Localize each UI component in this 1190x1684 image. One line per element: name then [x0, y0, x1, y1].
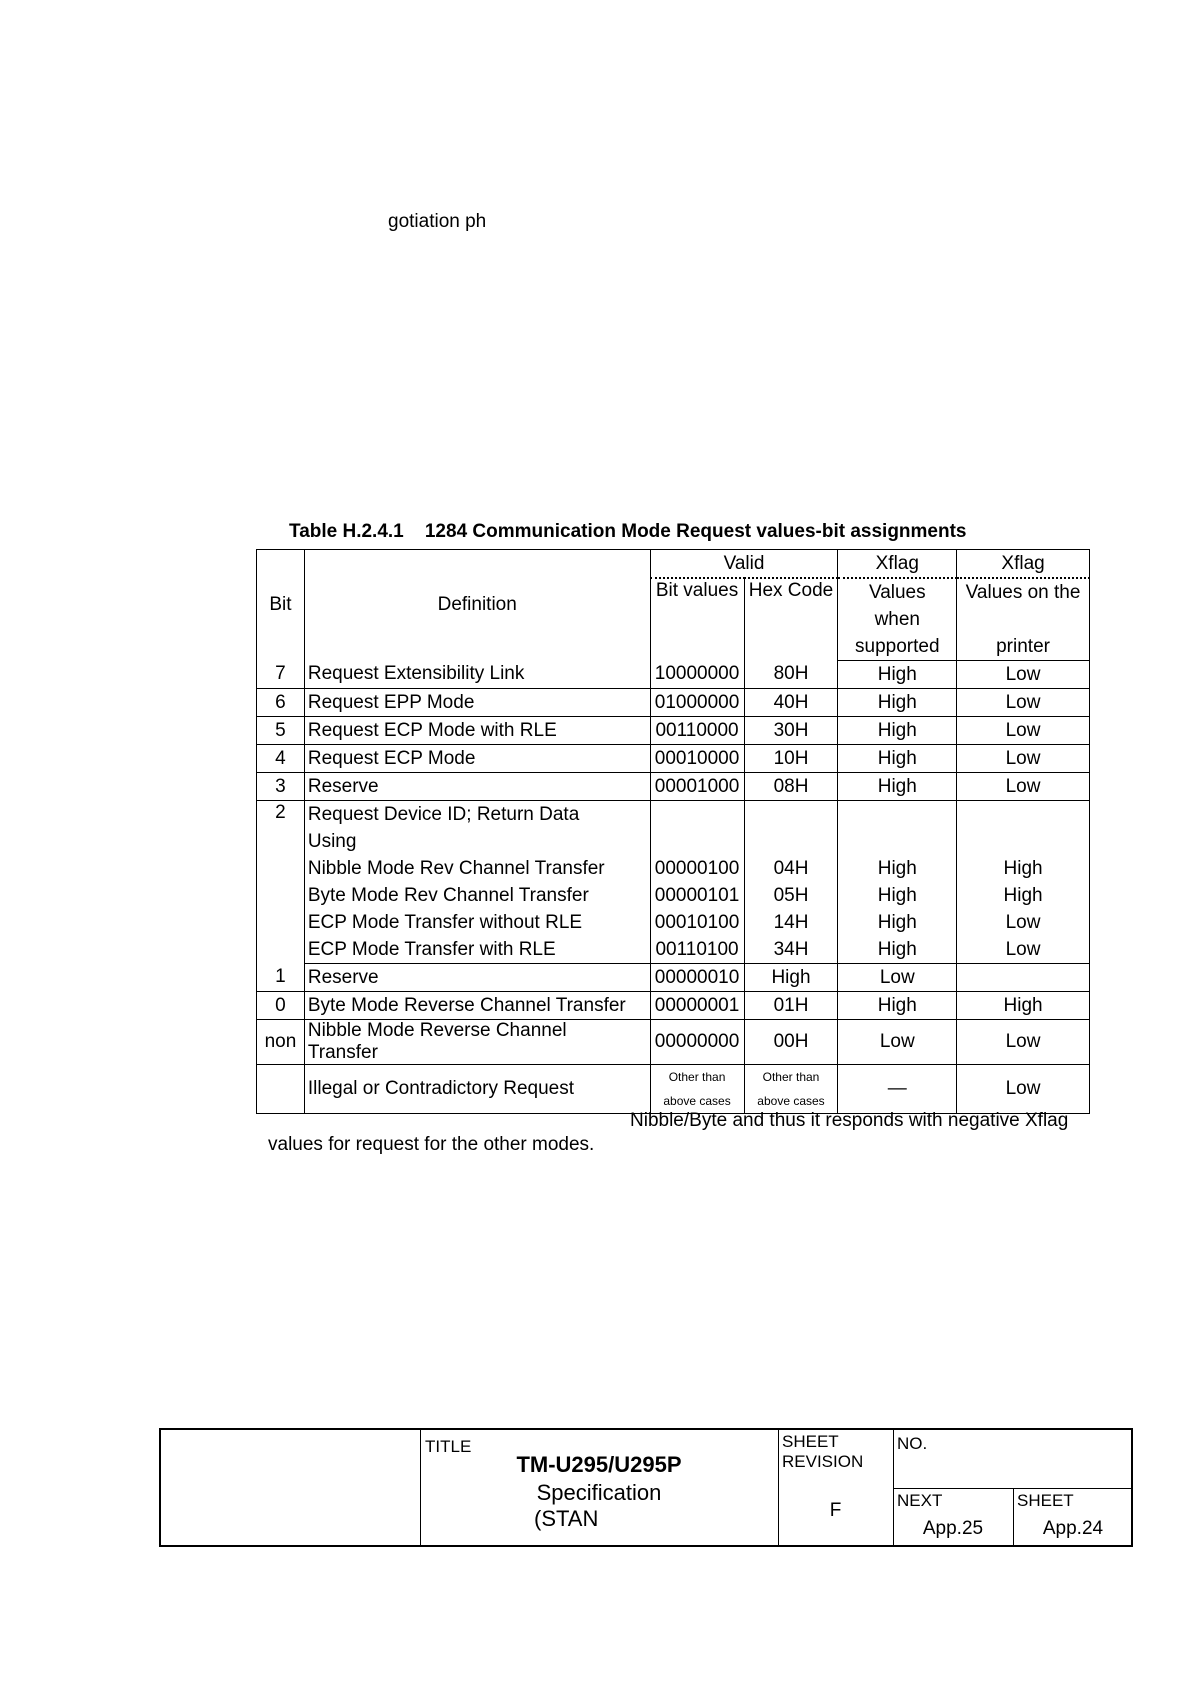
table-row: Byte Mode Rev Channel Transfer 00000101 05H High High	[257, 882, 1090, 909]
table-row: 2 Request Device ID; Return Data	[257, 801, 1090, 829]
table-row: 6 Request EPP Mode 01000000 40H High Low	[257, 689, 1090, 717]
header-xflag-1-sub: Values	[838, 578, 957, 606]
text-fragment: gotiation ph	[388, 211, 487, 232]
doc-title: TM-U295/U295P	[516, 1452, 682, 1477]
sheet-value: App.24	[1042, 1518, 1104, 1539]
header-bit: Bit	[257, 550, 305, 661]
sheet-label: SHEET	[782, 1432, 839, 1451]
table-row: 4 Request ECP Mode 00010000 10H High Low	[257, 745, 1090, 773]
header-xflag-2-sub: Values on the	[957, 578, 1090, 606]
header-xflag-1-sub: when	[838, 606, 957, 633]
table-row: 7 Request Extensibility Link 10000000 80H High Low	[257, 661, 1090, 689]
next-value: App.25	[922, 1518, 984, 1539]
header-xflag-1-sub: supported	[838, 633, 957, 661]
title-label: TITLE	[425, 1437, 472, 1456]
table-caption: Table H.2.4.1 1284 Communication Mode Request values-bit assignments	[289, 521, 967, 542]
no-label: NO.	[897, 1434, 928, 1453]
header-xflag-2: Xflag	[957, 550, 1090, 579]
revision-value: F	[829, 1500, 842, 1521]
table-row: Nibble Mode Rev Channel Transfer 00000100 04H High High	[257, 855, 1090, 882]
next-label: NEXT	[897, 1491, 943, 1510]
table-row: 1 Reserve 00000010 High Low	[257, 964, 1090, 992]
doc-subtitle-2: (STAN	[534, 1506, 599, 1531]
header-bit-values: Bit values	[650, 578, 744, 661]
revision-label: REVISION	[782, 1452, 864, 1471]
header-hex-code: Hex Code	[744, 578, 838, 661]
title-block	[159, 1428, 1133, 1547]
table-row: non Nibble Mode Reverse Channel Transfer 00000000 00H Low Low	[257, 1020, 1090, 1065]
header-xflag-1: Xflag	[838, 550, 957, 579]
sheet-num-label: SHEET	[1017, 1491, 1074, 1510]
mode-request-table: Bit Definition Valid Xflag Xflag Bit values Hex Code Values Values on the when supported printer 7 Request Extensibility Link 10000000 80H High Low 6 Request EPP Mode 01000000 40H High Low 5 Request ECP Mode with RLE 00110000 30H High Low 4 Request ECP Mode 00010000 10H High Low 3 Reserve 00001000 08H High Low 2 Request Device ID; Return Data Using Nibble Mode Rev Channel Transfer 00000100 04H High High Byte Mode Rev Channel Transfer 00000101 05H High High ECP Mode Transfer without RLE 00010100 14H High Low ECP Mode Transfer with RLE 00110100 34H High Low 1 Reserve 00000010 High Low 0 Byte Mode Reverse Channel Transfer 00000001 01H High High non Nibble Mode Reverse Channel Transfer 00000000 00H Low Low Illegal or Contradictory Request Other than above cases Other than above cases — Low	[256, 549, 1090, 1114]
table-row: 5 Request ECP Mode with RLE 00110000 30H High Low	[257, 717, 1090, 745]
note-line-1: Nibble/Byte and thus it responds with negative Xflag	[630, 1110, 1069, 1131]
table-row: Illegal or Contradictory Request Other than above cases Other than above cases — Low	[257, 1065, 1090, 1114]
table-row: ECP Mode Transfer with RLE 00110100 34H High Low	[257, 936, 1090, 964]
header-xflag-2-sub: printer	[957, 633, 1090, 661]
table-row: 3 Reserve 00001000 08H High Low	[257, 773, 1090, 801]
table-row: ECP Mode Transfer without RLE 00010100 14H High Low	[257, 909, 1090, 936]
header-definition: Definition	[304, 550, 650, 661]
note-line-2: values for request for the other modes.	[268, 1134, 595, 1155]
header-valid: Valid	[650, 550, 838, 579]
table-row: 0 Byte Mode Reverse Channel Transfer 00000001 01H High High	[257, 992, 1090, 1020]
doc-subtitle: Specification	[536, 1480, 662, 1505]
